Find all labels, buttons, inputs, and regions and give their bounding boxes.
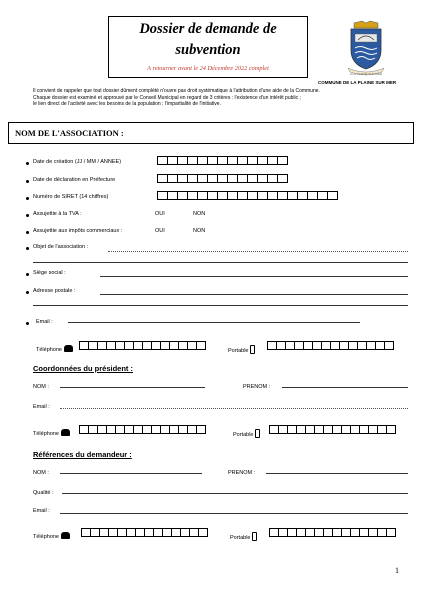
president-nom-line[interactable]: [60, 387, 205, 388]
seal-motto: A LA PLAINE SUR MER: [349, 72, 383, 76]
president-telephone-boxes[interactable]: [80, 425, 206, 434]
portable-text: Portable: [230, 534, 251, 541]
email-label: Email :: [36, 319, 53, 325]
bullet: [26, 247, 29, 250]
adresse-label: Adresse postale :: [33, 288, 76, 294]
telephone-boxes[interactable]: [80, 341, 206, 350]
objet-line[interactable]: [108, 251, 408, 252]
president-portable-label: [233, 430, 260, 439]
document-title-line1: Dossier de demande de: [139, 21, 277, 37]
mobile-phone-icon: [255, 429, 260, 438]
president-telephone-label: [33, 430, 70, 437]
tva-non-option[interactable]: NON: [193, 211, 206, 217]
phone-icon: [64, 345, 73, 352]
bullet: [26, 214, 29, 217]
demandeur-nom-line[interactable]: [60, 473, 202, 474]
intro-text: [33, 88, 393, 108]
telephone-text: Téléphone: [33, 533, 59, 540]
demandeur-nom-label: NOM :: [33, 470, 49, 476]
adresse-line-2[interactable]: [33, 305, 408, 306]
association-name-field[interactable]: [8, 122, 414, 144]
president-portable-boxes[interactable]: [270, 425, 396, 434]
intro-line: Chaque dossier est examiné et approuvé par le Conseil Municipal en regard de 3 critères : l'existence d'un intérêt public ;: [33, 94, 301, 101]
adresse-line[interactable]: [100, 294, 408, 295]
title-box: [108, 16, 308, 78]
president-nom-label: NOM :: [33, 384, 49, 390]
demandeur-qualite-line[interactable]: [62, 493, 408, 494]
intro-line: Il convient de rappeler que tout dossier dûment complété n'ouvre pas droit systématique à l'attribution d'une aide de la Commune.: [33, 88, 320, 94]
president-email-label: Email :: [33, 404, 50, 410]
bullet: [26, 162, 29, 165]
demandeur-qualite-label: Qualité :: [33, 490, 54, 496]
demandeur-prenom-label: PRENOM :: [228, 470, 256, 476]
siret-label: Numéro de SIRET (14 chiffres): [33, 194, 109, 200]
impots-oui-option[interactable]: OUI: [155, 228, 165, 234]
telephone-text: Téléphone: [36, 346, 62, 353]
demandeur-prenom-line[interactable]: [266, 473, 408, 474]
bullet: [26, 291, 29, 294]
coat-of-arms-icon: [346, 20, 386, 76]
bullet: [26, 197, 29, 200]
president-prenom-label: PRENOM :: [243, 384, 271, 390]
siret-boxes[interactable]: [158, 191, 338, 200]
siege-line[interactable]: [100, 276, 408, 277]
date-declaration-label: Date de déclaration en Préfecture: [33, 177, 116, 183]
telephone-label: [36, 346, 73, 353]
portable-text: Portable: [233, 431, 254, 438]
impots-label: Assujettie aux impôts commerciaux :: [33, 228, 123, 234]
president-email-line[interactable]: [60, 408, 408, 409]
bullet: [26, 231, 29, 234]
portable-text: Portable: [228, 347, 249, 354]
bullet: [26, 180, 29, 183]
page-number: 1: [395, 566, 399, 575]
siege-label: Siège social :: [33, 270, 66, 276]
demandeur-portable-boxes[interactable]: [270, 528, 396, 537]
email-line[interactable]: [68, 322, 360, 323]
demandeur-header: Références du demandeur :: [33, 450, 132, 459]
date-creation-boxes[interactable]: [158, 156, 288, 165]
objet-label: Objet de l'association :: [33, 244, 89, 250]
association-name-label: NOM DE L'ASSOCIATION :: [15, 128, 124, 138]
tva-oui-option[interactable]: OUI: [155, 211, 165, 217]
commune-name: COMMUNE DE LA PLAINE SUR MER: [318, 80, 397, 85]
deadline-notice: A retourner avant le 24 Décembre 2022 complet: [147, 65, 269, 72]
demandeur-email-line[interactable]: [60, 513, 408, 514]
demandeur-email-label: Email :: [33, 508, 50, 514]
mobile-phone-icon: [250, 345, 255, 354]
phone-icon: [61, 429, 70, 436]
bullet: [26, 322, 29, 325]
commune-seal: [346, 20, 386, 76]
demandeur-telephone-boxes[interactable]: [82, 528, 208, 537]
demandeur-telephone-label: [33, 533, 70, 540]
telephone-text: Téléphone: [33, 430, 59, 437]
tva-label: Assujettie à la TVA :: [33, 211, 82, 217]
date-creation-label: Date de création (JJ / MM / ANNEE): [33, 159, 122, 165]
date-declaration-boxes[interactable]: [158, 174, 288, 183]
demandeur-portable-label: [230, 533, 257, 542]
document-title-line2: subvention: [175, 42, 241, 58]
phone-icon: [61, 532, 70, 539]
portable-boxes[interactable]: [268, 341, 394, 350]
bullet: [26, 273, 29, 276]
objet-line-2[interactable]: [33, 262, 408, 263]
president-prenom-line[interactable]: [282, 387, 408, 388]
portable-label: [228, 346, 255, 355]
impots-non-option[interactable]: NON: [193, 228, 206, 234]
intro-line: le lien direct de l'activité avec les besoins de la population ; l'impartialité de l'initiative.: [33, 101, 221, 107]
president-header: Coordonnées du président :: [33, 364, 134, 373]
mobile-phone-icon: [252, 532, 257, 541]
